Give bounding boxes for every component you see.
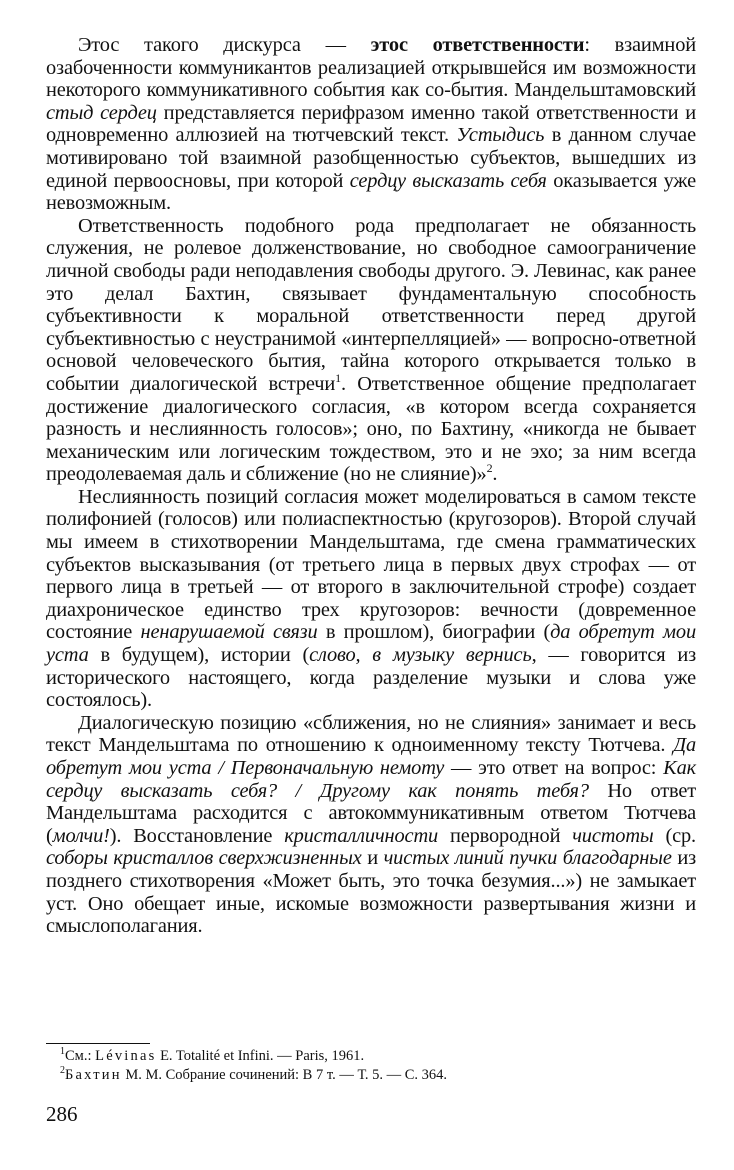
footnotes xyxy=(60,1047,700,1085)
italic-phrase: да обретут мои уста xyxy=(46,621,696,667)
text-run: — это ответ на вопрос: xyxy=(444,757,664,779)
page-number: 286 xyxy=(46,1102,78,1126)
text-run: Ответственность подобного рода предполагает не обязанность служения, не ролевое долженствование, но свободное самоограничение личной свободы ради неподавления свободы другого. Э. Левинас, как ранее это делал Бахтин, связывает фундаментальную способность субъективности к моральной ответственности перед другой субъективностью с неустранимой «интерпелляцией» — вопросно-ответной основой человеческого бытия, тайна которого открывается только в событии диалогической встречи xyxy=(46,214,696,395)
footnote-reference: 2 xyxy=(486,461,493,476)
text-run: представляется перифразом именно такой ответственности и одновременно аллюзией на тютчевский текст. xyxy=(46,101,697,147)
footnote-author: Lévinas xyxy=(95,1048,157,1064)
italic-phrase: сердцу высказать себя xyxy=(349,169,547,192)
text-run: из позднего стихотворения «Может быть, это точка безумия...») не замыкает уст. Оно обещает иные, искомые возможности развертывания жизни и смыслополагания. xyxy=(46,847,696,938)
italic-phrase: молчи! xyxy=(52,824,110,847)
text-run: в прошлом), биографии ( xyxy=(317,621,551,644)
text-run: в будущем), истории ( xyxy=(88,644,310,667)
italic-phrase: чистоты xyxy=(572,824,654,847)
text-run: Неслиянность позиций согласия может моделироваться в самом тексте полифонией (голосов) или полиаспектностью (кругозоров). Второй случай мы имеем в стихотворении Мандельштама, где смена грамматических субъектов высказывания (от третьего лица в первых двух строфах — от первого лица в третьей — от второго в заключительной строфе) создает диахроническое единство трех кругозоров: вечности (довременное состояние xyxy=(46,485,696,644)
italic-phrase: Да обретут мои уста / Первоначальную немоту xyxy=(46,734,696,779)
text-run: первородной xyxy=(438,824,573,847)
footnote xyxy=(60,1047,700,1066)
text-run: (ср. xyxy=(653,824,696,847)
italic-phrase: кристалличности xyxy=(284,824,439,847)
text-run: оказывается уже невозможным. xyxy=(46,169,696,215)
footnote xyxy=(60,1066,700,1085)
text-run: . xyxy=(492,463,498,486)
footnote-mark: 1 xyxy=(60,1046,65,1058)
main-text xyxy=(46,34,696,938)
bold-phrase: этос ответственности xyxy=(370,34,585,56)
footnote-citation: М. М. Собрание сочинений: В 7 т. — Т. 5. — С. 364. xyxy=(121,1067,448,1083)
footnote-reference: 1 xyxy=(335,371,341,386)
text-run: , — говорится из исторического настоящего, когда разделение музыки и слова уже состоялось). xyxy=(46,644,696,712)
footnote-prefix: См.: xyxy=(65,1048,96,1064)
footnote-citation: E. Totalité et Infini. — Paris, 1961. xyxy=(156,1048,365,1064)
footnote-mark: 2 xyxy=(60,1065,65,1077)
italic-phrase: стыд сердец xyxy=(46,101,157,124)
text-run: . Ответственное общение предполагает достижение диалогического согласия, «в котором всегда сохраняется разность и неслиянность голосов»; оно, по Бахтину, «никогда не бывает механическим или логическим тождеством, это и не эхо; за ним всегда преодолеваемая даль и сближение (но не слияние)» xyxy=(46,372,696,486)
paragraph xyxy=(46,712,696,938)
footnote-author: Бахтин xyxy=(65,1067,122,1083)
footnote-divider xyxy=(46,1043,150,1044)
italic-phrase: соборы кристаллов сверхжизненных xyxy=(46,847,362,870)
italic-phrase: чистых линий пучки благодарные xyxy=(383,847,672,870)
page-body xyxy=(46,34,696,938)
italic-phrase: Устыдись xyxy=(456,124,545,147)
italic-phrase: слово, в музыку вернись xyxy=(309,644,532,667)
italic-phrase: ненарушаемой связи xyxy=(140,621,318,644)
paragraph xyxy=(46,34,696,215)
text-run: : взаимной озабоченности коммуникантов реализацией открывшейся им возможности некоторого коммуникативного события как со-бытия. Мандельштамовский xyxy=(46,34,696,102)
paragraph xyxy=(46,215,696,486)
text-run: и xyxy=(361,847,384,870)
text-run: Но ответ Мандельштама расходится с автокоммуникативным ответом Тютчева ( xyxy=(46,779,696,847)
text-run: в данном случае мотивировано той взаимной разобщенностью субъектов, вышедших из единой первоосновы, при которой xyxy=(46,124,696,192)
italic-phrase: Как сердцу высказать себя? / Другому как понять тебя? xyxy=(46,757,696,802)
text-run: Диалогическую позицию «сближения, но не слияния» занимает и весь текст Мандельштама по отношению к одноименному тексту Тютчева. xyxy=(46,711,696,757)
text-run: Этос такого дискурса — xyxy=(78,34,371,56)
paragraph xyxy=(46,486,696,712)
text-run: ). Восстановление xyxy=(109,824,285,847)
